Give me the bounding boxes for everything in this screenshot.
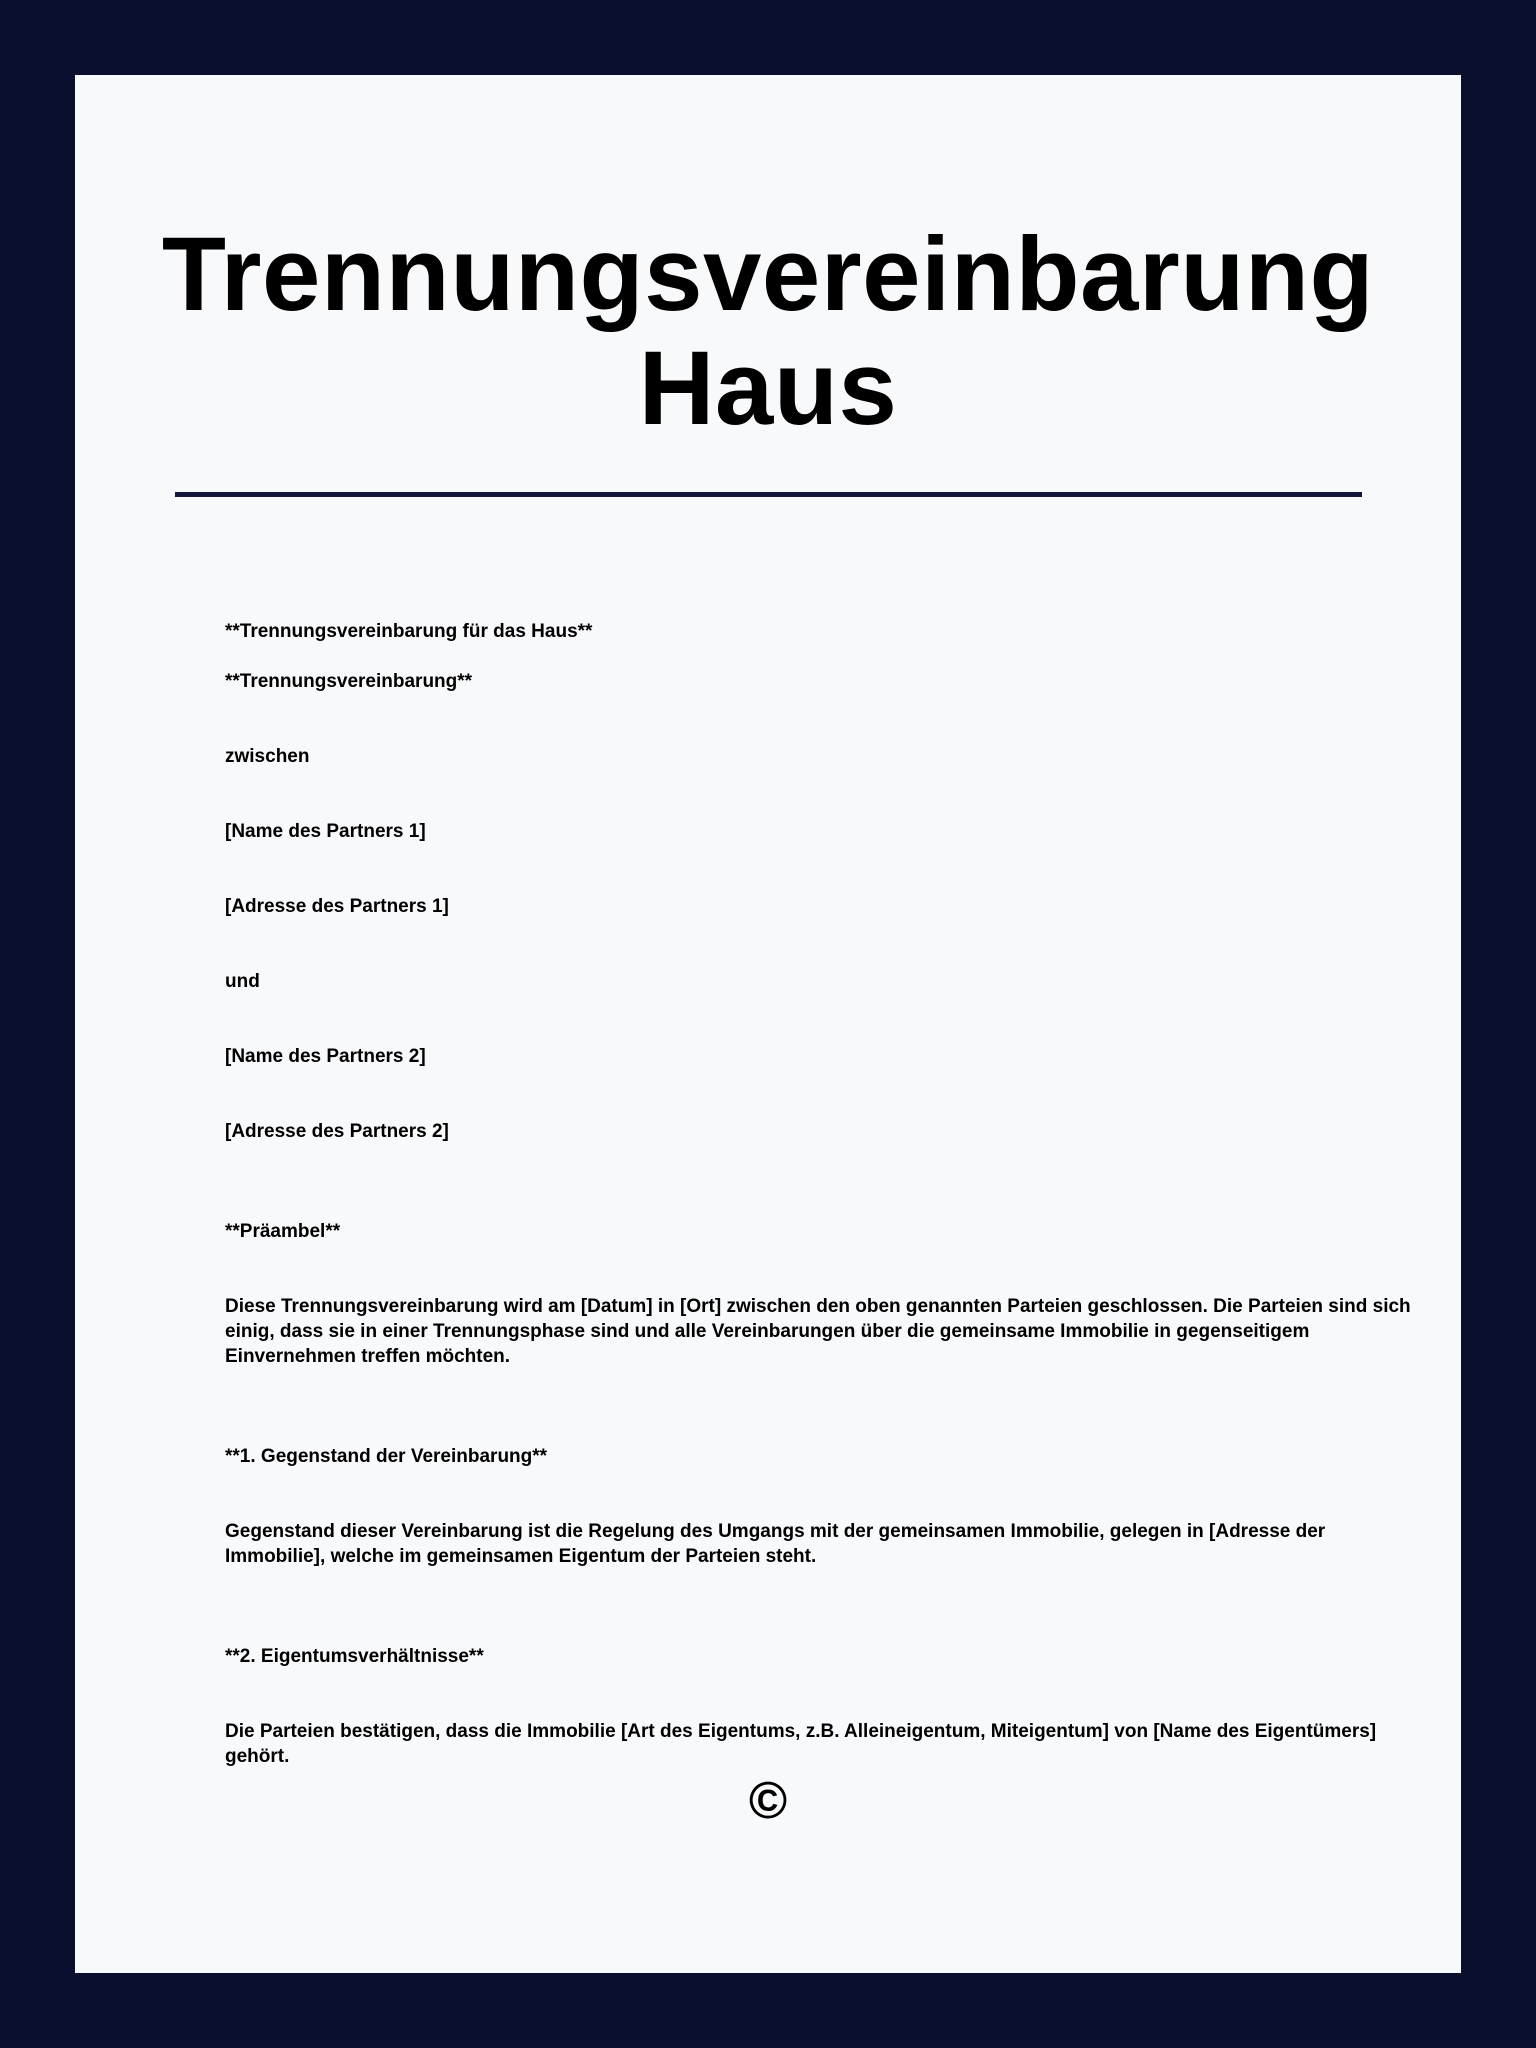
text-between: zwischen <box>225 746 310 767</box>
heading-agreement: **Trennungsvereinbarung** <box>225 671 473 692</box>
document-title <box>75 218 1461 446</box>
partner-1-name: [Name des Partners 1] <box>225 821 426 842</box>
section-2-text: Die Parteien bestätigen, dass die Immobilie [Art des Eigentums, z.B. Alleineigentum, Miteigentum] von [Name des Eigentümers] gehört. <box>225 1721 1377 1767</box>
copyright-symbol: © <box>748 1772 788 1830</box>
partner-1-address: [Adresse des Partners 1] <box>225 896 449 917</box>
partner-2-address: [Adresse des Partners 2] <box>225 1121 449 1142</box>
text-and: und <box>225 971 260 992</box>
heading-section-1: **1. Gegenstand der Vereinbarung** <box>225 1446 548 1467</box>
partner-2-name: [Name des Partners 2] <box>225 1046 426 1067</box>
heading-preamble: **Präambel** <box>225 1221 341 1242</box>
heading-section-2: **2. Eigentumsverhältnisse** <box>225 1646 484 1667</box>
heading-agreement-house: **Trennungsvereinbarung für das Haus** <box>225 621 593 642</box>
title-line-2: Haus <box>638 330 898 447</box>
document-page <box>75 75 1461 1973</box>
section-1-text: Gegenstand dieser Vereinbarung ist die Regelung des Umgangs mit der gemeinsamen Immobilie, gelegen in [Adresse der Immobilie], welche im gemeinsamen Eigentum der Parteien steht. <box>225 1521 1326 1567</box>
title-divider <box>175 492 1362 497</box>
title-line-1: Trennungsvereinbarung <box>161 216 1375 333</box>
preamble-text: Diese Trennungsvereinbarung wird am [Datum] in [Ort] zwischen den oben genannten Parteien geschlossen. Die Parteien sind sich einig, dass sie in einer Trennungsphase sind und alle Vereinbarungen über die gemeinsame Immobilie in gegenseitigem Einvernehmen treffen möchten. <box>225 1296 1411 1367</box>
